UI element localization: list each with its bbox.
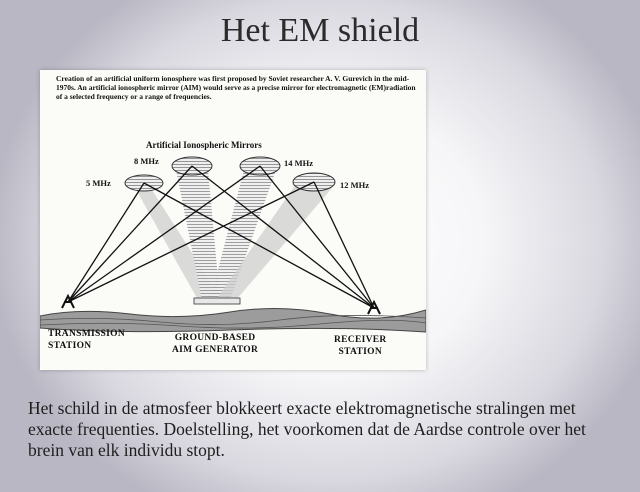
slide-title: Het EM shield <box>220 12 420 49</box>
receiver-station-label: RECEIVER STATION <box>334 335 387 357</box>
aim-diagram <box>40 70 426 370</box>
generator-label: GROUND-BASED AIM GENERATOR <box>172 333 259 355</box>
slide-body-text: Het schild in de atmosfeer blokkeert exacte elektromagnetische stralingen met exacte frequenties. Doelstelling, het voorkomen dat de Aardse controle over het brein van elk individu stopt. <box>28 398 586 460</box>
freq-label-8mhz: 8 MHz <box>134 156 159 166</box>
figure-heading: Artificial Ionospheric Mirrors <box>146 140 262 150</box>
transmission-station-label: TRANSMISSION STATION <box>48 329 125 351</box>
figure-caption: Creation of an artificial uniform ionosphere was first proposed by Soviet researcher A. V. Gurevich in the mid-1970s. An artificial ionospheric mirror (AIM) would serve as a precise mirror for electromagnetic (EM)radiation of a selected frequency or a range of frequencies. <box>56 74 416 101</box>
ionospheric-mirror-figure <box>40 70 426 370</box>
generator-base <box>194 298 240 304</box>
freq-label-14mhz: 14 MHz <box>284 158 314 168</box>
freq-label-12mhz: 12 MHz <box>340 180 370 190</box>
freq-label-5mhz: 5 MHz <box>86 178 111 188</box>
